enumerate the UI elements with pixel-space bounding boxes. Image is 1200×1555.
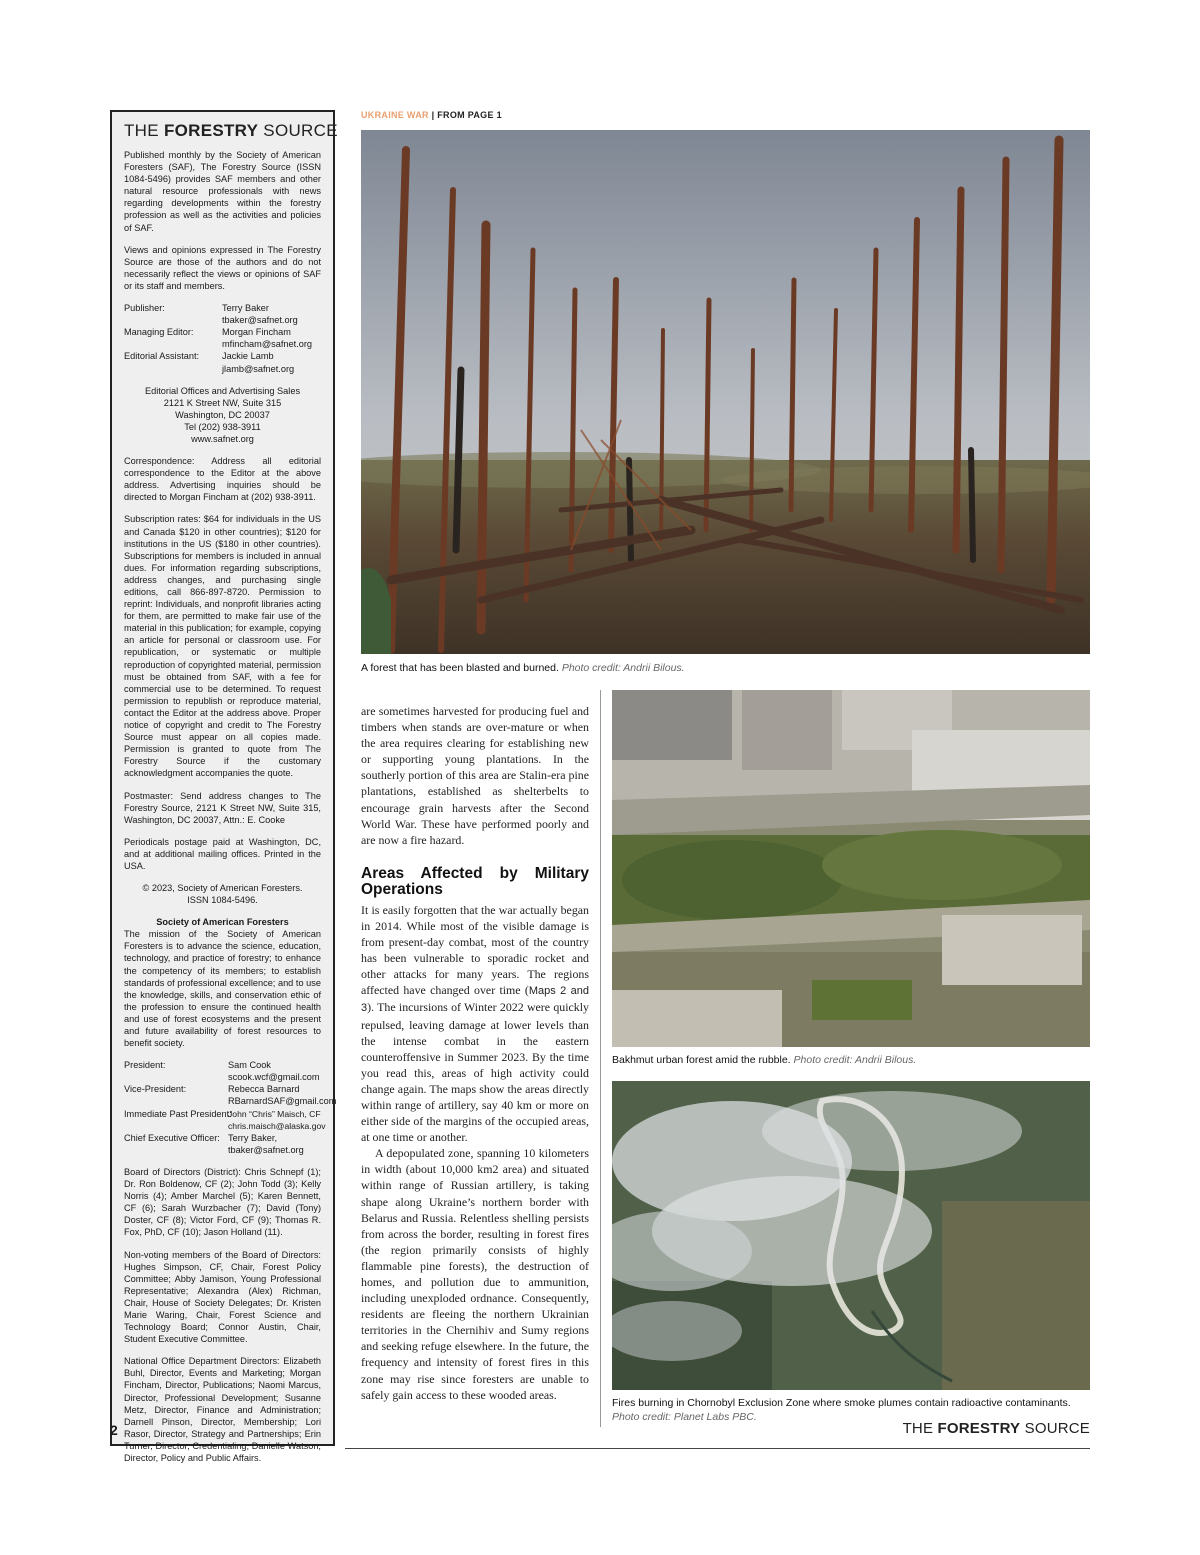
officer-role: Chief Executive Officer: [124, 1132, 220, 1143]
para-text: ). The incursions of Winter 2022 were quickly repulsed, leaving damage at lower levels than the intense combat in the eastern counteroffensive in Summer 2023. By the time you read this, areas of high activity could change again. The maps show the areas directly within range of artillery, say 40 km or more on either side of the margins of the occupied areas, at one time or another. [361, 1000, 589, 1145]
caption-lead: Bakhmut urban forest amid the rubble. [612, 1054, 791, 1066]
saf-heading: Society of American Foresters [156, 917, 289, 928]
caption-credit: Photo credit: Planet Labs PBC. [612, 1411, 757, 1423]
staff-role: Publisher: [124, 303, 165, 314]
kicker-from: FROM PAGE 1 [437, 110, 502, 120]
masthead-title [124, 121, 338, 141]
officer-row [124, 1108, 321, 1120]
chornobyl-fires-photo [612, 1081, 1090, 1390]
column-divider [600, 690, 601, 1427]
section-subhead: Areas Affected by Military Operations [361, 864, 589, 898]
staff-row [124, 338, 321, 350]
bakhmut-photo [612, 690, 1090, 1047]
officer-email: tbaker@safnet.org [228, 1144, 304, 1155]
caption-credit: Photo credit: Andrii Bilous. [558, 662, 685, 674]
staff-role: Managing Editor: [124, 327, 194, 338]
burned-forest-illustration [361, 130, 1090, 654]
office-line: 2121 K Street NW, Suite 315 [163, 397, 282, 408]
maps-reference: Maps 2 and 3 [361, 985, 589, 1015]
office-line: Editorial Offices and Advertising Sales [144, 385, 301, 396]
officer-name: Terry Baker, [228, 1132, 278, 1143]
masthead-intro: Published monthly by the Society of American Foresters (SAF), The Forestry Source (ISSN 1084-5496) provides SAF members and other natural resource professionals with news regarding developments within the forestry profession as well as the activities and policies of SAF. [124, 150, 321, 233]
officer-email: chris.maisch@alaska.gov [228, 1120, 326, 1131]
issn-line: ISSN 1084-5496. [187, 895, 258, 906]
officer-role: Immediate Past President: [124, 1108, 232, 1119]
office-line: www.safnet.org [191, 433, 254, 444]
brand-pre: THE [902, 1420, 938, 1437]
officer-email: RBarnardSAF@gmail.com [228, 1096, 337, 1107]
officer-role: Vice-President: [124, 1084, 187, 1095]
staff-row [124, 302, 321, 314]
offices-block [124, 385, 321, 445]
officer-row [124, 1144, 321, 1156]
article-paragraph: are sometimes harvested for producing fuel and timbers when stands are over-mature or when the area requires clearing for establishing new or supporting young plantations. In the southerly portion of this area are Stalin-era pine plantations, established as shelterbelts to encourage grain harvests after the Second World War. These have performed poorly and are now a fire hazard. [361, 704, 589, 847]
officer-name: Sam Cook [228, 1060, 271, 1071]
masthead-nonvoting: Non-voting members of the Board of Directors: Hughes Simpson, CF, Chair, Forest Policy Committee; Abby Jamison, Young Professional Representative; Alexandra (Alex) Richman, Chair, House of Society Delegates; Dr. Kristen Marie Waring, Chair, Forest Science and Technology Board; Connor Austin, Chair, Student Executive Committee. [124, 1249, 321, 1345]
officer-role: President: [124, 1060, 166, 1071]
staff-row [124, 363, 321, 375]
staff-name: Morgan Fincham [222, 327, 291, 338]
masthead-box [110, 110, 338, 1463]
staff-email: mfincham@safnet.org [222, 339, 313, 350]
masthead-correspondence: Correspondence: Address all editorial correspondence to the Editor at the above address. Advertising inquiries should be directed to Morgan Fincham at (202) 938-3911. [124, 456, 321, 503]
staff-role: Editorial Assistant: [124, 351, 200, 362]
section-kicker [361, 110, 502, 120]
officer-name: John “Chris” Maisch, CF [228, 1108, 321, 1119]
article-paragraph: A depopulated zone, spanning 10 kilometers in width (about 10,000 km2 area) and situated within range of Russian artillery, is taking shape along Ukraine’s northern border with Belarus and Russia. Relentless shelling persists from across the border, resulting in forest fires (the region primarily consists of highly flammable pine forests), the destruction of homes, and pollution due to ammunition, including unexploded ordnance. Consequently, residents are fleeing the northern Ukrainian territories in the Chernihiv and Sumy regions and seeking refuge elsewhere. In the future, the frequency and intensity of forest fires in this zone may rise since foresters are unable to safely gain access to these wooded areas. [361, 1146, 589, 1402]
officer-email: scook.wcf@gmail.com [228, 1072, 320, 1083]
office-line: Washington, DC 20037 [175, 409, 270, 420]
saf-mission: The mission of the Society of American Foresters is to advance the science, education, technology, and practice of forestry; to enhance the competency of its members; to establish standards of professional excellence; and to use the knowledge, skills, and conservation ethic of the profession to ensure the continued health and use of forest ecosystems and the present and future availability of forest resources to benefit society. [124, 929, 321, 1049]
masthead-postmaster: Postmaster: Send address changes to The Forestry Source, 2121 K Street NW, Suite 315, Washington, DC 20037, Attn.: E. Cooke [124, 790, 321, 825]
burned-forest-photo [361, 130, 1090, 654]
kicker-section: UKRAINE WAR [361, 110, 429, 120]
staff-name: Jackie Lamb [222, 351, 274, 362]
masthead-national: National Office Department Directors: Elizabeth Buhl, Director, Events and Marketing; Morgan Fincham, Director, Publications; Naomi Marcus, Director, Professional Development; Susanne Metz, Director, Finance and Administration; Darnell Pinson, Director, Membership; Lori Rasor, Director, Strategy and Partnerships; Erin Turner, Director, Credentialing; Danielle Watson, Director, Policy and Public Affairs. [124, 1356, 321, 1463]
article-column [361, 703, 589, 1403]
staff-list [124, 302, 321, 375]
officer-row [124, 1120, 326, 1132]
copyright-line: © 2023, Society of American Foresters. [142, 883, 303, 894]
kicker-separator: | [428, 110, 438, 120]
copyright-block [124, 882, 321, 906]
footer-rule [345, 1448, 1090, 1449]
brand-post: SOURCE [1020, 1420, 1090, 1437]
officer-row [124, 1095, 337, 1107]
staff-row [124, 314, 321, 326]
page-number: 2 [110, 1422, 118, 1438]
caption-credit: Photo credit: Andrii Bilous. [790, 1054, 917, 1066]
photo1-caption [361, 661, 1090, 675]
masthead-board: Board of Directors (District): Chris Schnepf (1); Dr. Ron Boldenow, CF (2); John Todd (3); Kelly Norris (4); Amber Marchel (5); Karen Bennett, CF (6); Sarah Wurzbacher (7); David (Tony) Doster, CF (8); Victor Ford, CF (9); Thomas R. Fox, PhD, CF (10); Jason Holland (11). [124, 1166, 321, 1238]
masthead-title-pre: THE [124, 121, 164, 140]
brand-bold: FORESTRY [937, 1420, 1021, 1437]
bakhmut-illustration [612, 690, 1090, 1047]
officer-row [124, 1132, 321, 1144]
chornobyl-satellite-illustration [612, 1081, 1090, 1390]
officer-name: Rebecca Barnard [228, 1084, 300, 1095]
masthead-subscription: Subscription rates: $64 for individuals in the US and Canada $120 in other countries); $120 for institutions in the US ($180 in other countries). Subscriptions for members is included in annual dues. For information regarding subscriptions, address changes, and purchasing single editions, call 866-897-8720. Permission to reprint: Individuals, and nonprofit libraries acting for them, are permitted to make fair use of the material in this publication; for example, copying an article for personal or classroom use. For republication, or systematic or multiple reproduction of copyrighted material, permission must be obtained from SAF, with a fee for commercial use to be determined. To request permission to republish or reproduce material, contact the Editor at the address above. Proper notice of copyright and credit to The Forestry Source must appear on all copies made. Permission is granted to quote from The Forestry Source if the customary acknowledgment accompanies the quote. [124, 514, 321, 779]
caption-lead: A forest that has been blasted and burned. [361, 662, 559, 674]
para-text: It is easily forgotten that the war actually began in 2014. While most of the visible damage is from present-day combat, most of the country has been vulnerable to sporadic rocket and other attacks for many years. The regions affected have changed over time ( [361, 902, 589, 998]
staff-email: jlamb@safnet.org [222, 363, 295, 374]
masthead-periodicals: Periodicals postage paid at Washington, DC, and at additional mailing offices. Printed in the USA. [124, 836, 321, 871]
officer-row [124, 1059, 321, 1071]
staff-email: tbaker@safnet.org [222, 315, 298, 326]
staff-row [124, 326, 321, 338]
office-line: Tel (202) 938-3911 [184, 421, 261, 432]
officers-list [124, 1059, 337, 1156]
officer-row [124, 1083, 321, 1095]
officer-row [124, 1071, 321, 1083]
article-paragraph [361, 902, 589, 1145]
masthead-title-bold: FORESTRY [163, 121, 259, 140]
staff-name: Terry Baker [222, 303, 269, 314]
footer-brand [903, 1420, 1090, 1437]
masthead-title-post: SOURCE [258, 121, 338, 140]
caption-lead: Fires burning in Chornobyl Exclusion Zone where smoke plumes contain radioactive contaminants. [612, 1397, 1071, 1409]
staff-row [124, 350, 321, 362]
photo2-caption [612, 1053, 1090, 1067]
masthead-views: Views and opinions expressed in The Forestry Source are those of the authors and do not necessarily reflect the views or opinions of SAF or its staff and members. [124, 244, 321, 291]
